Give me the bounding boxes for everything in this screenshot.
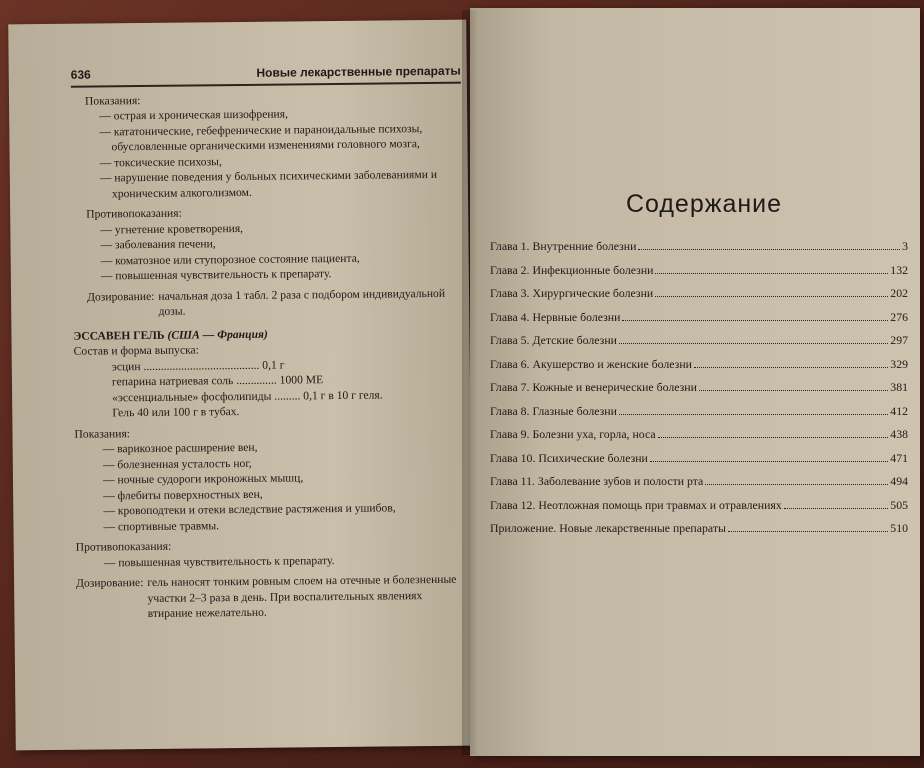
toc-leader	[699, 390, 888, 391]
toc-row	[490, 333, 908, 357]
prev-indications	[71, 89, 462, 202]
toc-leader	[694, 367, 888, 368]
composition-label: Состав и форма выпуска:	[73, 343, 199, 358]
right-page	[470, 8, 920, 756]
page-number: 636	[70, 67, 91, 82]
list-item: — заболевания печени,	[100, 237, 216, 252]
toc-row	[490, 427, 908, 451]
toc-entry-page: 132	[890, 262, 908, 277]
toc-leader	[650, 461, 888, 462]
left-page	[8, 20, 474, 751]
toc-entry-page: 276	[890, 309, 908, 324]
indications-label: Показания:	[74, 426, 131, 441]
left-page-content	[71, 64, 467, 628]
toc-entry-title: Глава 3. Хирургические болезни	[490, 286, 654, 300]
toc-entry-title: Глава 6. Акушерство и женские болезни	[490, 356, 692, 371]
composition-line: эсцин ........................................ 0,1 г	[111, 358, 285, 373]
composition-line: Гель 40 или 100 г в тубах.	[112, 405, 240, 420]
toc-entry-page: 494	[890, 474, 908, 488]
dosing-label: Дозирование:	[75, 576, 144, 590]
list-item: — повышенная чувствительность к препарату.	[100, 267, 332, 283]
toc-entry-title: Глава 9. Болезни уха, горла, носа	[490, 427, 656, 441]
composition-line: «эссенциальные» фосфолипиды ......... 0,1 г в 10 г геля.	[112, 388, 383, 404]
list-item: — повышенная чувствительность к препарату.	[103, 553, 335, 569]
toc-entry-page: 438	[890, 427, 908, 441]
list-item: — варикозное расширение вен,	[102, 440, 258, 456]
toc-entry-title: Глава 4. Нервные болезни	[490, 309, 621, 324]
toc-row	[490, 404, 908, 428]
list-item: — ночные судороги икроножных мышц,	[102, 471, 304, 487]
toc-row	[490, 263, 908, 287]
toc-entry-page: 202	[890, 286, 908, 300]
indications-label: Показания:	[84, 93, 141, 108]
toc-row	[490, 521, 908, 545]
list-item: — угнетение кроветворения,	[100, 221, 244, 236]
toc-entry-page: 412	[890, 403, 908, 418]
drug-origin: (США — Франция)	[167, 327, 268, 342]
drug-name: ЭССАВЕН ГЕЛЬ	[73, 328, 165, 343]
contraindications	[76, 536, 466, 571]
toc-entry-page: 3	[902, 239, 908, 253]
indications	[74, 422, 465, 535]
toc-entry-title: Глава 5. Детские болезни	[490, 333, 617, 347]
toc-row	[490, 498, 908, 522]
toc-leader	[658, 437, 889, 438]
toc-leader	[622, 320, 888, 321]
toc-entry-title: Глава 11. Заболевание зубов и полости рта	[490, 474, 704, 488]
dosing-label: Дозирование:	[86, 289, 155, 304]
running-head	[71, 64, 461, 88]
prev-contraindications	[72, 203, 463, 285]
toc-row	[490, 474, 908, 498]
toc-entry-page: 510	[890, 521, 908, 535]
composition	[74, 340, 465, 422]
toc-leader	[655, 296, 888, 297]
toc-entry-title: Глава 2. Инфекционные болезни	[490, 262, 654, 277]
list-item: — кровоподтеки и отеки вследствие растяжения и ушибов,	[103, 501, 396, 518]
list-item: — спортивные травмы.	[103, 518, 220, 533]
list-item: — флебиты поверхностных вен,	[103, 487, 263, 502]
book-gutter-shadow	[462, 10, 478, 755]
running-head-title: Новые лекарственные препараты	[256, 63, 461, 80]
toc-entry-title: Глава 8. Глазные болезни	[490, 403, 617, 418]
toc-leader	[619, 343, 888, 344]
toc-entry-page: 471	[890, 450, 908, 465]
table-of-contents	[490, 190, 908, 545]
list-item: — острая и хроническая шизофрения,	[99, 107, 289, 123]
toc-entry-page: 505	[890, 497, 908, 512]
toc-row	[490, 357, 908, 381]
list-item: — токсические психозы,	[99, 154, 222, 169]
toc-leader	[705, 484, 888, 485]
toc-leader	[619, 414, 888, 415]
toc-entry-page: 297	[890, 333, 908, 347]
toc-entry-page: 381	[890, 380, 908, 394]
toc-row	[490, 451, 908, 475]
toc-entry-title: Глава 1. Внутренние болезни	[490, 239, 637, 253]
composition-line: гепарина натриевая соль .............. 1000 МЕ	[111, 373, 324, 389]
dosing	[76, 572, 466, 623]
dosing-text: гель наносят тонким ровным слоем на отечные и болезненные участки 2–3 раза в день. При воспалительных явлениях втирание нежелательно.	[147, 572, 457, 620]
toc-row	[490, 380, 908, 404]
list-item: — коматозное или ступорозное состояние пациента,	[100, 251, 360, 267]
toc-row	[490, 286, 908, 310]
toc-entry-title: Приложение. Новые лекарственные препараты	[490, 521, 726, 535]
list-item: — нарушение поведения у больных психическими заболеваниями и хроническим алкоголизмом.	[99, 167, 438, 200]
toc-leader	[638, 249, 900, 250]
prev-dosing	[73, 285, 463, 320]
dosing-text: начальная доза 1 табл. 2 раза с подбором индивидуальной дозы.	[158, 286, 446, 318]
toc-entry-title: Глава 7. Кожные и венерические болезни	[490, 380, 697, 394]
toc-title: Содержание	[625, 190, 783, 218]
toc-leader	[655, 273, 888, 274]
toc-row	[490, 239, 908, 263]
toc-leader	[784, 508, 889, 509]
list-item: — болезненная усталость ног,	[102, 456, 252, 471]
contra-label: Противопоказания:	[86, 206, 182, 221]
toc-entry-title: Глава 12. Неотложная помощь при травмах и отравлениях	[490, 497, 782, 512]
toc-entry-page: 329	[890, 356, 908, 371]
list-item: — кататонические, гебефренические и параноидальные психозы, обусловленные органическими изменениями головного мозга,	[99, 121, 423, 154]
toc-entry-title: Глава 10. Психические болезни	[490, 450, 648, 465]
toc-row	[490, 310, 908, 334]
toc-leader	[728, 531, 888, 532]
contra-label: Противопоказания:	[75, 539, 172, 554]
